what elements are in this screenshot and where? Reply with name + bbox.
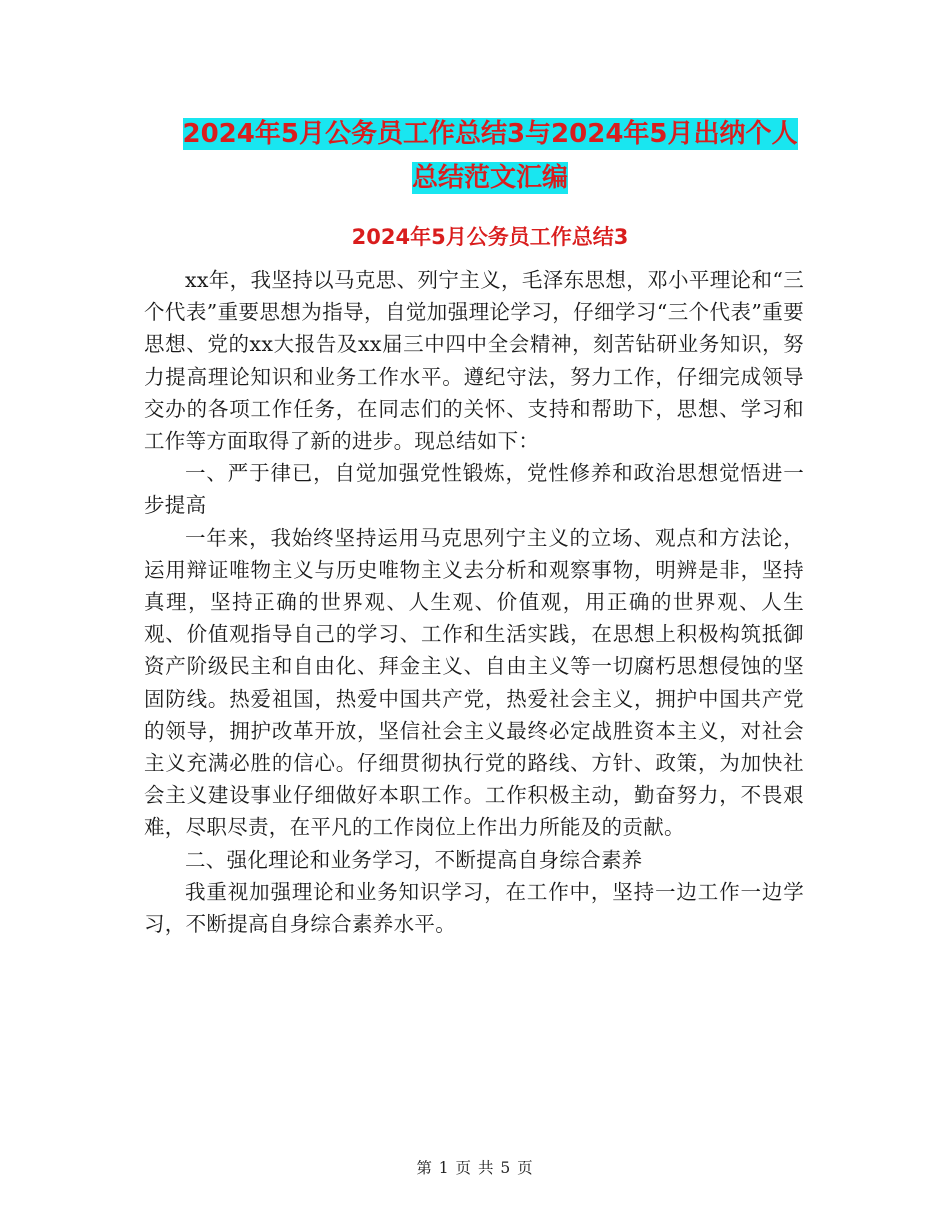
heading-part-2: 二、强化理论和业务学习，不断提高自身综合素养 (185, 847, 643, 872)
page-footer: 第 1 页 共 5 页 (416, 1159, 534, 1177)
document-body (144, 264, 804, 940)
document-title-line-1: 2024年5月公务员工作总结3与2024年5月出纳个人 (182, 119, 798, 149)
document-title (140, 112, 840, 200)
paragraph-part-2: 我重视加强理论和业务知识学习，在工作中，坚持一边工作一边学习，不断提高自身综合素养水平。 (144, 879, 804, 937)
document-title-line-2: 总结范文汇编 (411, 163, 568, 193)
paragraph-intro: xx年，我坚持以马克思、列宁主义，毛泽东思想，邓小平理论和“三个代表”重要思想为指导，自觉加强理论学习，仔细学习“三个代表”重要思想、党的xx大报告及xx届三中四中全会精神，刻苦钻研业务知识，努力提高理论知识和业务工作水平。遵纪守法，努力工作，仔细完成领导交办的各项工作任务，在同志们的关怀、支持和帮助下，思想、学习和工作等方面取得了新的进步。现总结如下： (144, 268, 804, 454)
heading-part-1: 一、严于律已，自觉加强党性锻炼，党性修养和政治思想觉悟进一步提高 (144, 461, 804, 518)
paragraph-part-1: 一年来，我始终坚持运用马克思列宁主义的立场、观点和方法论，运用辩证唯物主义与历史唯物主义去分析和观察事物，明辨是非，坚持真理，坚持正确的世界观、人生观、价值观，用正确的世界观、人生观、价值观指导自己的学习、工作和生活实践，在思想上积极构筑抵御资产阶级民主和自由化、拜金主义、自由主义等一切腐朽思想侵蚀的坚固防线。热爱祖国，热爱中国共产党，热爱社会主义，拥护中国共产党的领导，拥护改革开放，坚信社会主义最终必定战胜资本主义，对社会主义充满必胜的信心。仔细贯彻执行党的路线、方针、政策，为加快社会主义建设事业仔细做好本职工作。工作积极主动，勤奋努力，不畏艰难，尽职尽责，在平凡的工作岗位上作出力所能及的贡献。 (144, 525, 804, 840)
section-title: 2024年5月公务员工作总结3 (351, 225, 629, 249)
